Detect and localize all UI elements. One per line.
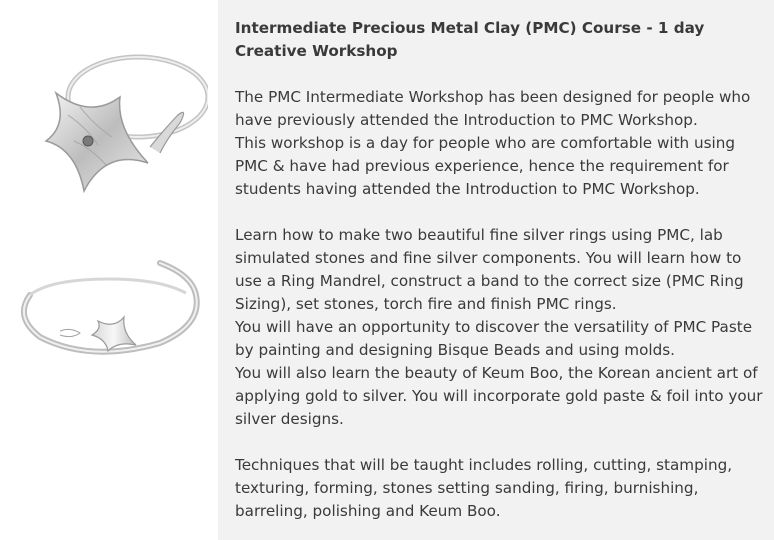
paragraph-paste: You will have an opportunity to discover the versatility of PMC Paste by painting and designing Bisque Beads and using molds. — [235, 318, 753, 359]
course-description — [235, 17, 765, 523]
silver-cuff-ring-image — [10, 255, 210, 375]
paragraph-requirement: This workshop is a day for people who are comfortable with using PMC & have had previous experience, hence the requirement for students having attended the Introduction to PMC Workshop. — [235, 134, 736, 198]
image-panel — [0, 0, 218, 540]
paragraph-techniques: Techniques that will be taught includes rolling, cutting, stamping, texturing, forming, stones setting sanding, firing, burnishing, barreling, polishing and Keum Boo. — [235, 456, 733, 520]
paragraph-intro: The PMC Intermediate Workshop has been designed for people who have previously attended the Introduction to PMC Workshop. — [235, 88, 751, 129]
silver-star-ring-image — [28, 45, 208, 205]
paragraph-keum-boo: You will also learn the beauty of Keum Boo, the Korean ancient art of applying gold to silver. You will incorporate gold paste & foil into your silver designs. — [235, 364, 763, 428]
paragraph-rings: Learn how to make two beautiful fine silver rings using PMC, lab simulated stones and fine silver components. You will learn how to use a Ring Mandrel, construct a band to the correct size (PMC Ring Sizing), set stones, torch fire and finish PMC rings. — [235, 226, 744, 313]
text-panel — [218, 0, 774, 540]
page-title: Intermediate Precious Metal Clay (PMC) Course - 1 day Creative Workshop — [235, 19, 705, 60]
